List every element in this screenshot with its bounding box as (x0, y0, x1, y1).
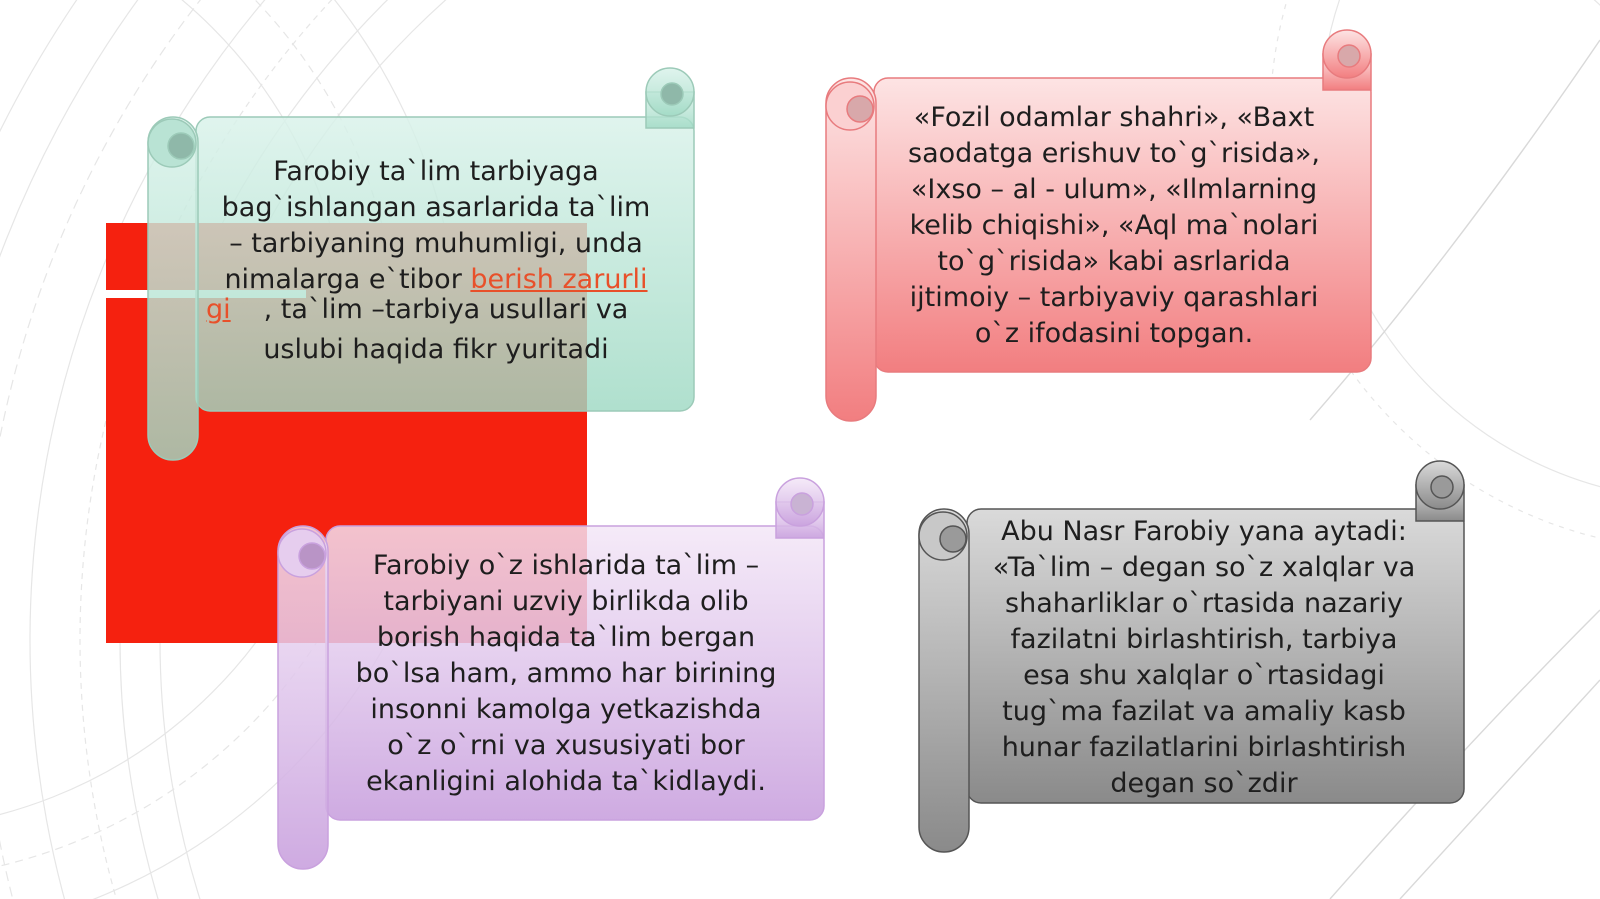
text-line: ijtimoiy – tarbiyaviy qarashlari (909, 282, 1319, 313)
text-line: «Ixso – al - ulum», «Ilmlarning (910, 174, 1318, 205)
hyperlink-berish-zarurligi[interactable]: berish zarurli (470, 264, 648, 295)
text-line: esa shu xalqlar o`rtasidagi (1023, 660, 1385, 691)
text-line: bo`lsa ham, ammo har birining (355, 658, 777, 689)
text-line: shaharliklar o`rtasida nazariy (1005, 588, 1403, 619)
text-line: fazilatni birlashtirish, tarbiya (1010, 624, 1398, 655)
text-line: tug`ma fazilat va amaliy kasb (1002, 696, 1406, 727)
text-line: o`z o`rni va xususiyati bor (387, 730, 745, 761)
text-line: hunar fazilatlarini birlashtirish (1001, 732, 1407, 763)
text-line (196, 292, 676, 328)
text-line: saodatga erishuv to`g`risida», (908, 138, 1320, 169)
text-line: insonni kamolga yetkazishda (370, 694, 762, 725)
text-line: o`z ifodasini topgan. (974, 318, 1254, 349)
text-line: to`g`risida» kabi asrlarida (937, 246, 1291, 277)
text-line: tarbiyani uzviy birlikda olib (383, 586, 749, 617)
text-line: Abu Nasr Farobiy yana aytadi: (1001, 516, 1407, 547)
text-line: «Ta`lim – degan so`z xalqlar va (992, 552, 1416, 583)
hyperlink-berish-zarurligi-continued[interactable]: gi (206, 294, 231, 325)
text-line: kelib chiqishi», «Aql ma`nolari (909, 210, 1319, 241)
text-line: bag`ishlangan asarlarida ta`lim (221, 192, 651, 223)
text-line: uslubi haqida fikr yuritadi (263, 334, 609, 365)
red-scroll-text (874, 100, 1354, 352)
text-line: Farobiy o`z ishlarida ta`lim – (372, 550, 760, 581)
text-segment: , ta`lim –tarbiya usullari va (263, 294, 629, 325)
text-line: borish haqida ta`lim bergan (376, 622, 756, 653)
text-line: «Fozil odamlar shahri», «Baxt (913, 102, 1315, 133)
gray-scroll-text (964, 514, 1444, 802)
text-line: degan so`zdir (1110, 768, 1298, 799)
green-scroll-text (196, 154, 676, 368)
text-segment: nimalarga e`tibor (224, 264, 471, 295)
purple-scroll-text (326, 548, 806, 800)
text-line: ekanligini alohida ta`kidlaydi. (366, 766, 766, 797)
text-line: Farobiy ta`lim tarbiyaga (273, 156, 599, 187)
text-line: – tarbiyaning muhumligi, unda (229, 228, 643, 259)
